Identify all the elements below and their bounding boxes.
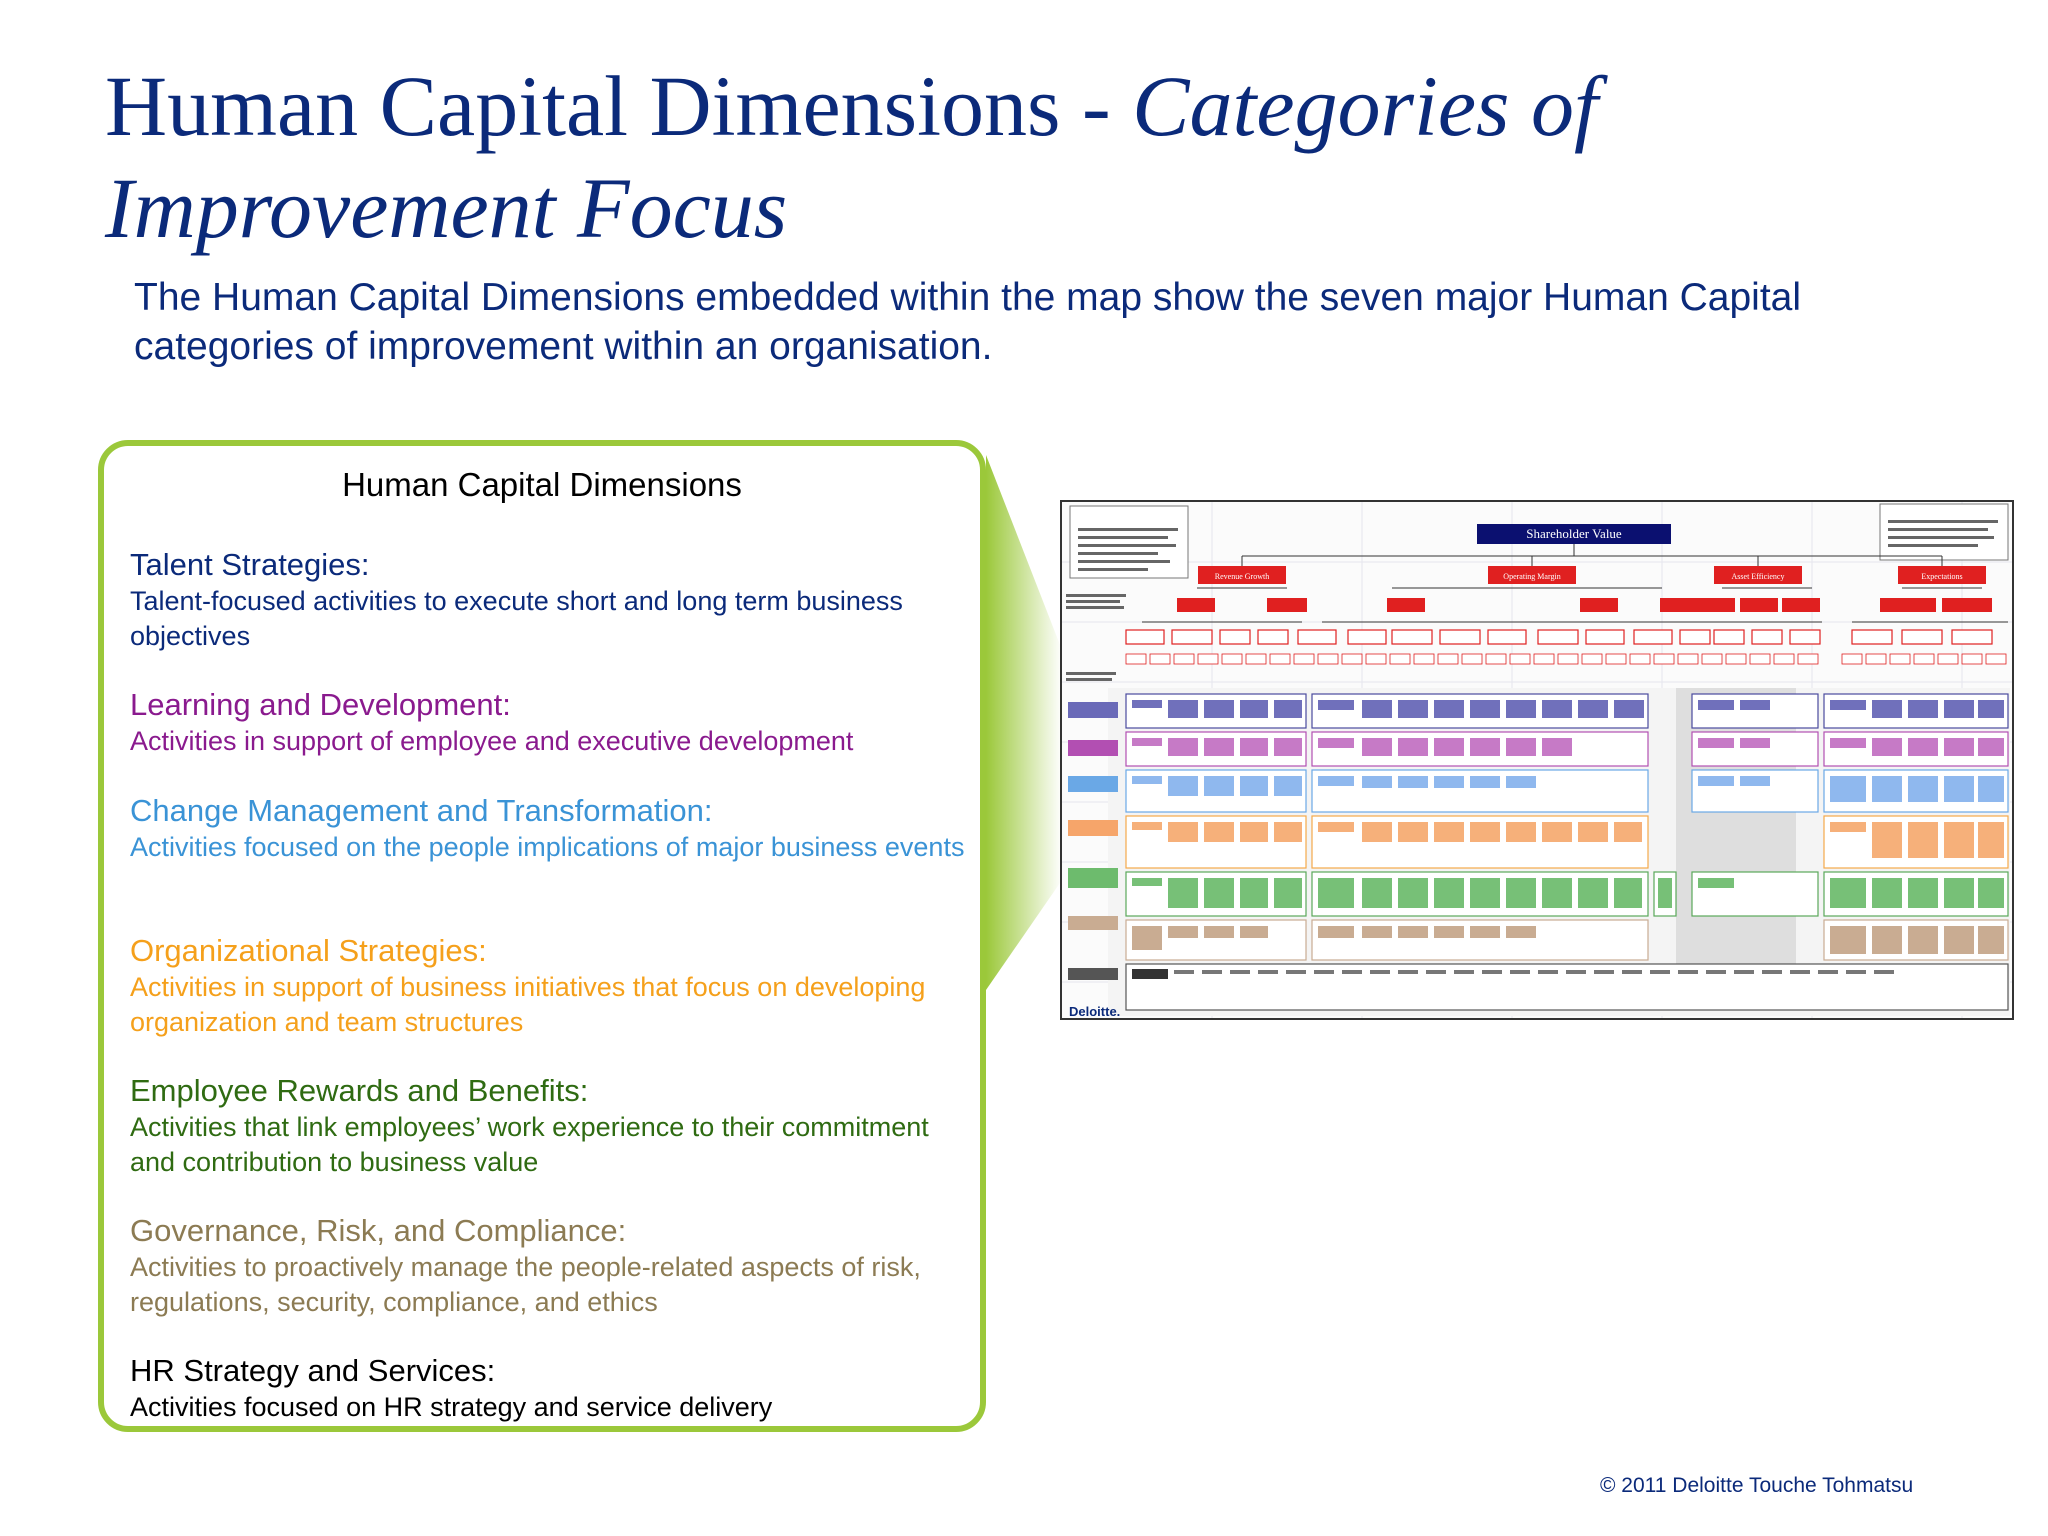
- dimension-governance-risk: [130, 1212, 980, 1320]
- map-branch-label: Operating Margin: [1503, 572, 1561, 581]
- dimension-description: Activities in support of employee and executive development: [130, 726, 854, 756]
- dimension-description: Activities focused on the people implications of major business events: [130, 832, 965, 862]
- dimension-heading: Governance, Risk, and Compliance:: [130, 1213, 627, 1248]
- dimension-heading: Employee Rewards and Benefits:: [130, 1073, 589, 1108]
- dimension-description: Activities focused on HR strategy and service delivery: [130, 1392, 773, 1422]
- panel-title: Human Capital Dimensions: [342, 466, 742, 503]
- dimensions-panel: [98, 440, 986, 1432]
- dimension-description: Activities to proactively manage the people-related aspects of risk, regulations, security, compliance, and ethics: [130, 1252, 921, 1317]
- map-branch-label: Asset Efficiency: [1731, 572, 1785, 581]
- map-branch-label: Revenue Growth: [1214, 572, 1270, 581]
- dimension-learning-development: [130, 686, 980, 759]
- dimension-talent-strategies: [130, 546, 980, 654]
- dimension-heading: HR Strategy and Services:: [130, 1353, 496, 1388]
- value-map-thumbnail: [1060, 500, 2014, 1020]
- dimension-hr-strategy: [130, 1352, 980, 1425]
- dimension-heading: Talent Strategies:: [130, 547, 370, 582]
- dimension-change-management: [130, 792, 980, 865]
- slide-subtitle: The Human Capital Dimensions embedded within the map show the seven major Human Capital categories of improvement within an organisation.: [134, 276, 1802, 368]
- map-branch-label: Expectations: [1921, 572, 1963, 581]
- dimension-heading: Organizational Strategies:: [130, 933, 487, 968]
- title-italic-2: Improvement Focus: [105, 160, 788, 256]
- title-normal: Human Capital Dimensions -: [105, 58, 1133, 154]
- title-italic-1: Categories of: [1132, 58, 1598, 154]
- dimension-description: Activities that link employees’ work experience to their commitment and contribution to business value: [130, 1112, 929, 1177]
- dimension-heading: Learning and Development:: [130, 687, 511, 722]
- dimension-description: Talent-focused activities to execute short and long term business objectives: [130, 586, 903, 651]
- dimension-employee-rewards: [130, 1072, 980, 1180]
- copyright-text: © 2011 Deloitte Touche Tohmatsu: [1600, 1474, 1914, 1497]
- dimension-heading: Change Management and Transformation:: [130, 793, 713, 828]
- dimension-organizational-strategies: [130, 932, 980, 1040]
- map-root-label: Shareholder Value: [1526, 526, 1622, 541]
- value-map-diagram: [1062, 502, 2012, 1018]
- dimension-description: Activities in support of business initiatives that focus on developing organization and team structures: [130, 972, 926, 1037]
- deloitte-logo: Deloitte.: [1069, 1004, 1121, 1019]
